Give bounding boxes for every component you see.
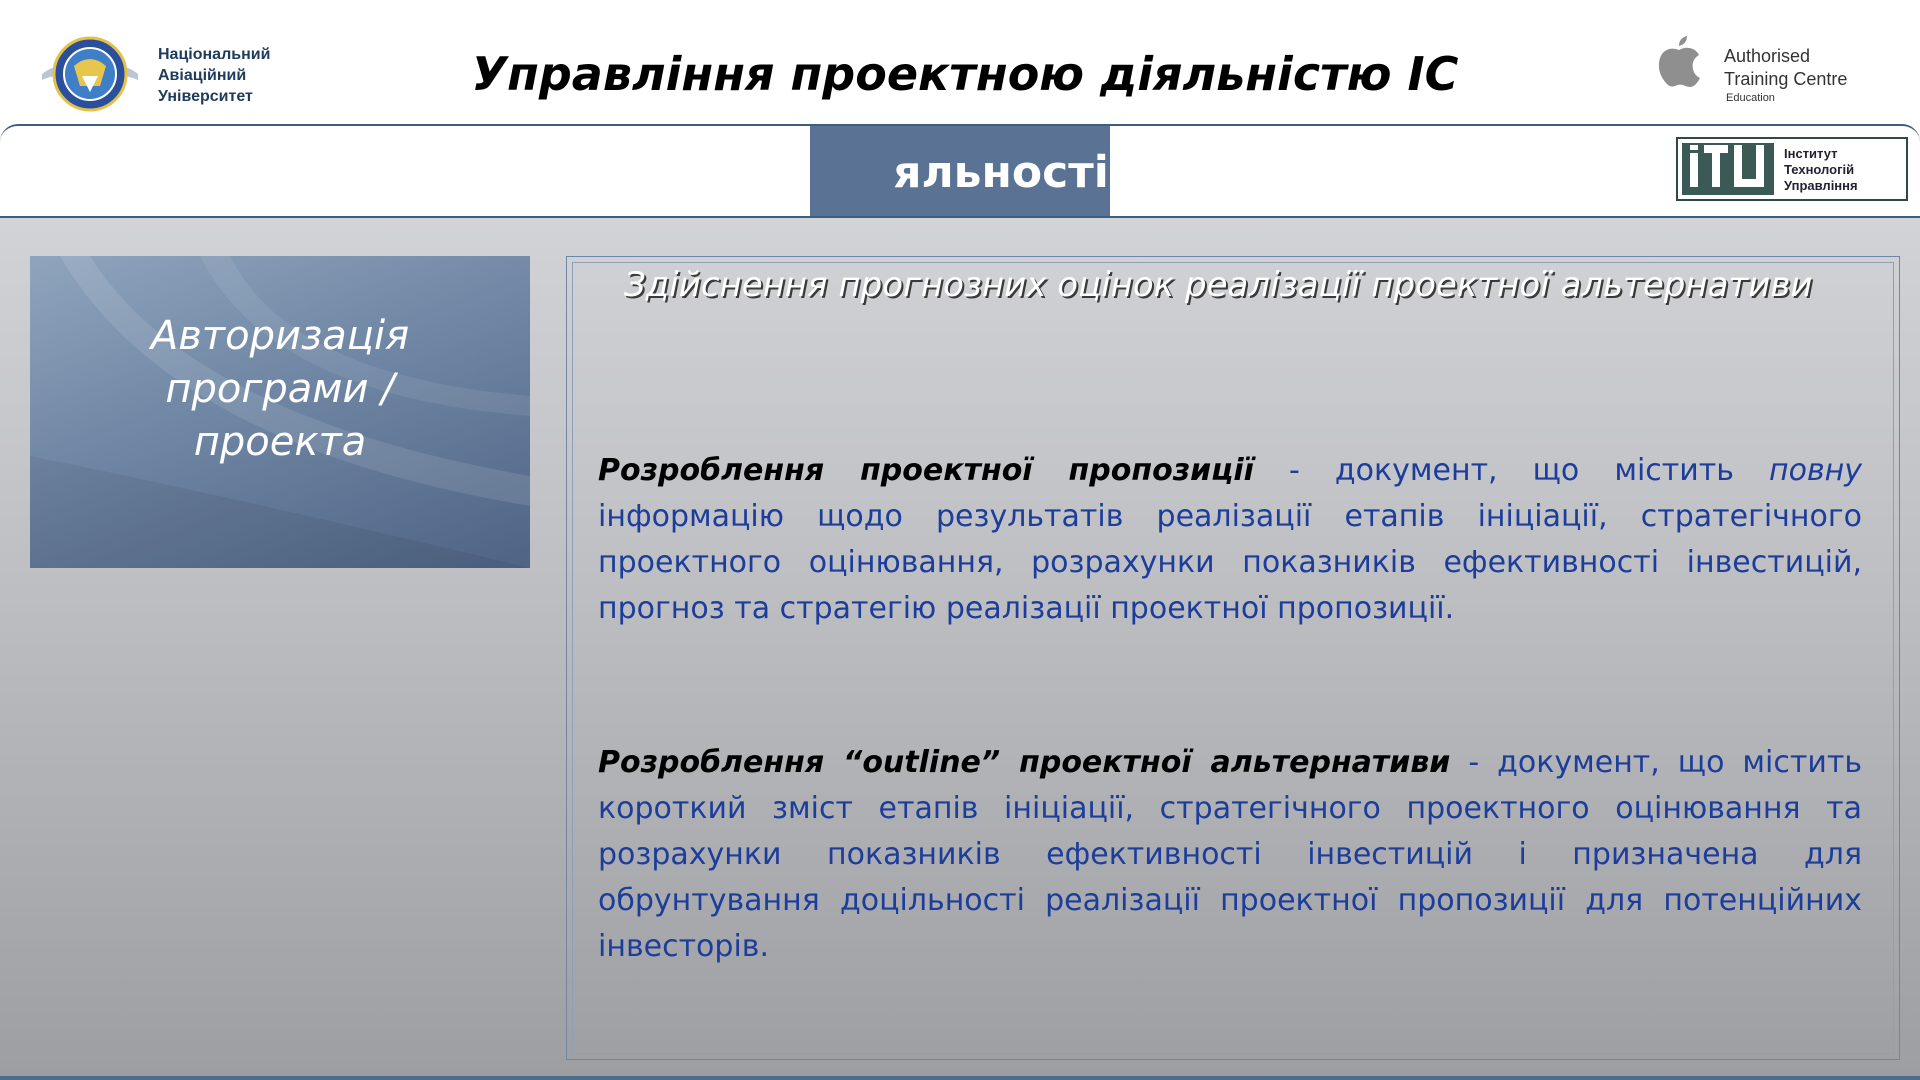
topic-title-line: Авторизація [150, 313, 410, 359]
atc-line: Training Centre [1724, 69, 1848, 89]
page-title: Управління проектною діяльністю ІС [471, 47, 1459, 101]
institute-name-line: Управління [1784, 178, 1858, 193]
university-name-line: Авіаційний [158, 67, 247, 84]
topic-title-line: проекта [193, 419, 367, 465]
paragraph-proposal [598, 448, 1862, 632]
section-title-text: яльності інн [893, 147, 1200, 198]
institute-name [1784, 146, 1858, 194]
header [0, 0, 1920, 124]
authorised-training-centre [1724, 45, 1847, 106]
emphasis-word: повну [1768, 453, 1862, 488]
topic-box [30, 256, 530, 568]
term-proposal: Розроблення проектної пропозиції [598, 453, 1254, 488]
bottom-divider [0, 1076, 1920, 1080]
paragraph-text: - документ, що містить [1253, 453, 1769, 488]
paragraph-text: інформацію щодо результатів реалізації етапів ініціації, стратегічного проектного оцінювання, розрахунки показників ефективності інвестицій, прогноз та стратегію реалізації проектної пропозиції. [598, 499, 1862, 626]
university-name-line: Університет [158, 88, 253, 105]
paragraph-text: - документ, що містить короткий зміст етапів ініціації, стратегічного проектного оцінювання та розрахунки показників ефективності інвестицій і призначена для обрунтування доцільності реалізації проектної пропозиції для потенційних інвесторів. [598, 745, 1862, 964]
institute-logo [1676, 137, 1908, 201]
apple-logo-icon [1656, 32, 1702, 88]
topic-title [30, 310, 530, 469]
institute-name-line: Інститут [1784, 146, 1838, 161]
term-outline: Розроблення “outline” проектної альтернативи [598, 745, 1451, 780]
university-name [158, 44, 270, 107]
institute-name-line: Технологій [1784, 162, 1855, 177]
university-emblem-icon [40, 30, 140, 118]
topic-title-line: програми / [165, 366, 395, 412]
atc-line: Education [1726, 92, 1775, 104]
atc-line: Authorised [1724, 46, 1811, 66]
paragraph-outline [598, 740, 1862, 970]
panel-heading: Здійснення прогнозних оцінок реалізації проектної альтернативи [624, 265, 1813, 305]
university-name-line: Національний [158, 46, 271, 63]
section-title-fragment [0, 147, 1200, 198]
itu-logo-icon [1682, 143, 1774, 195]
